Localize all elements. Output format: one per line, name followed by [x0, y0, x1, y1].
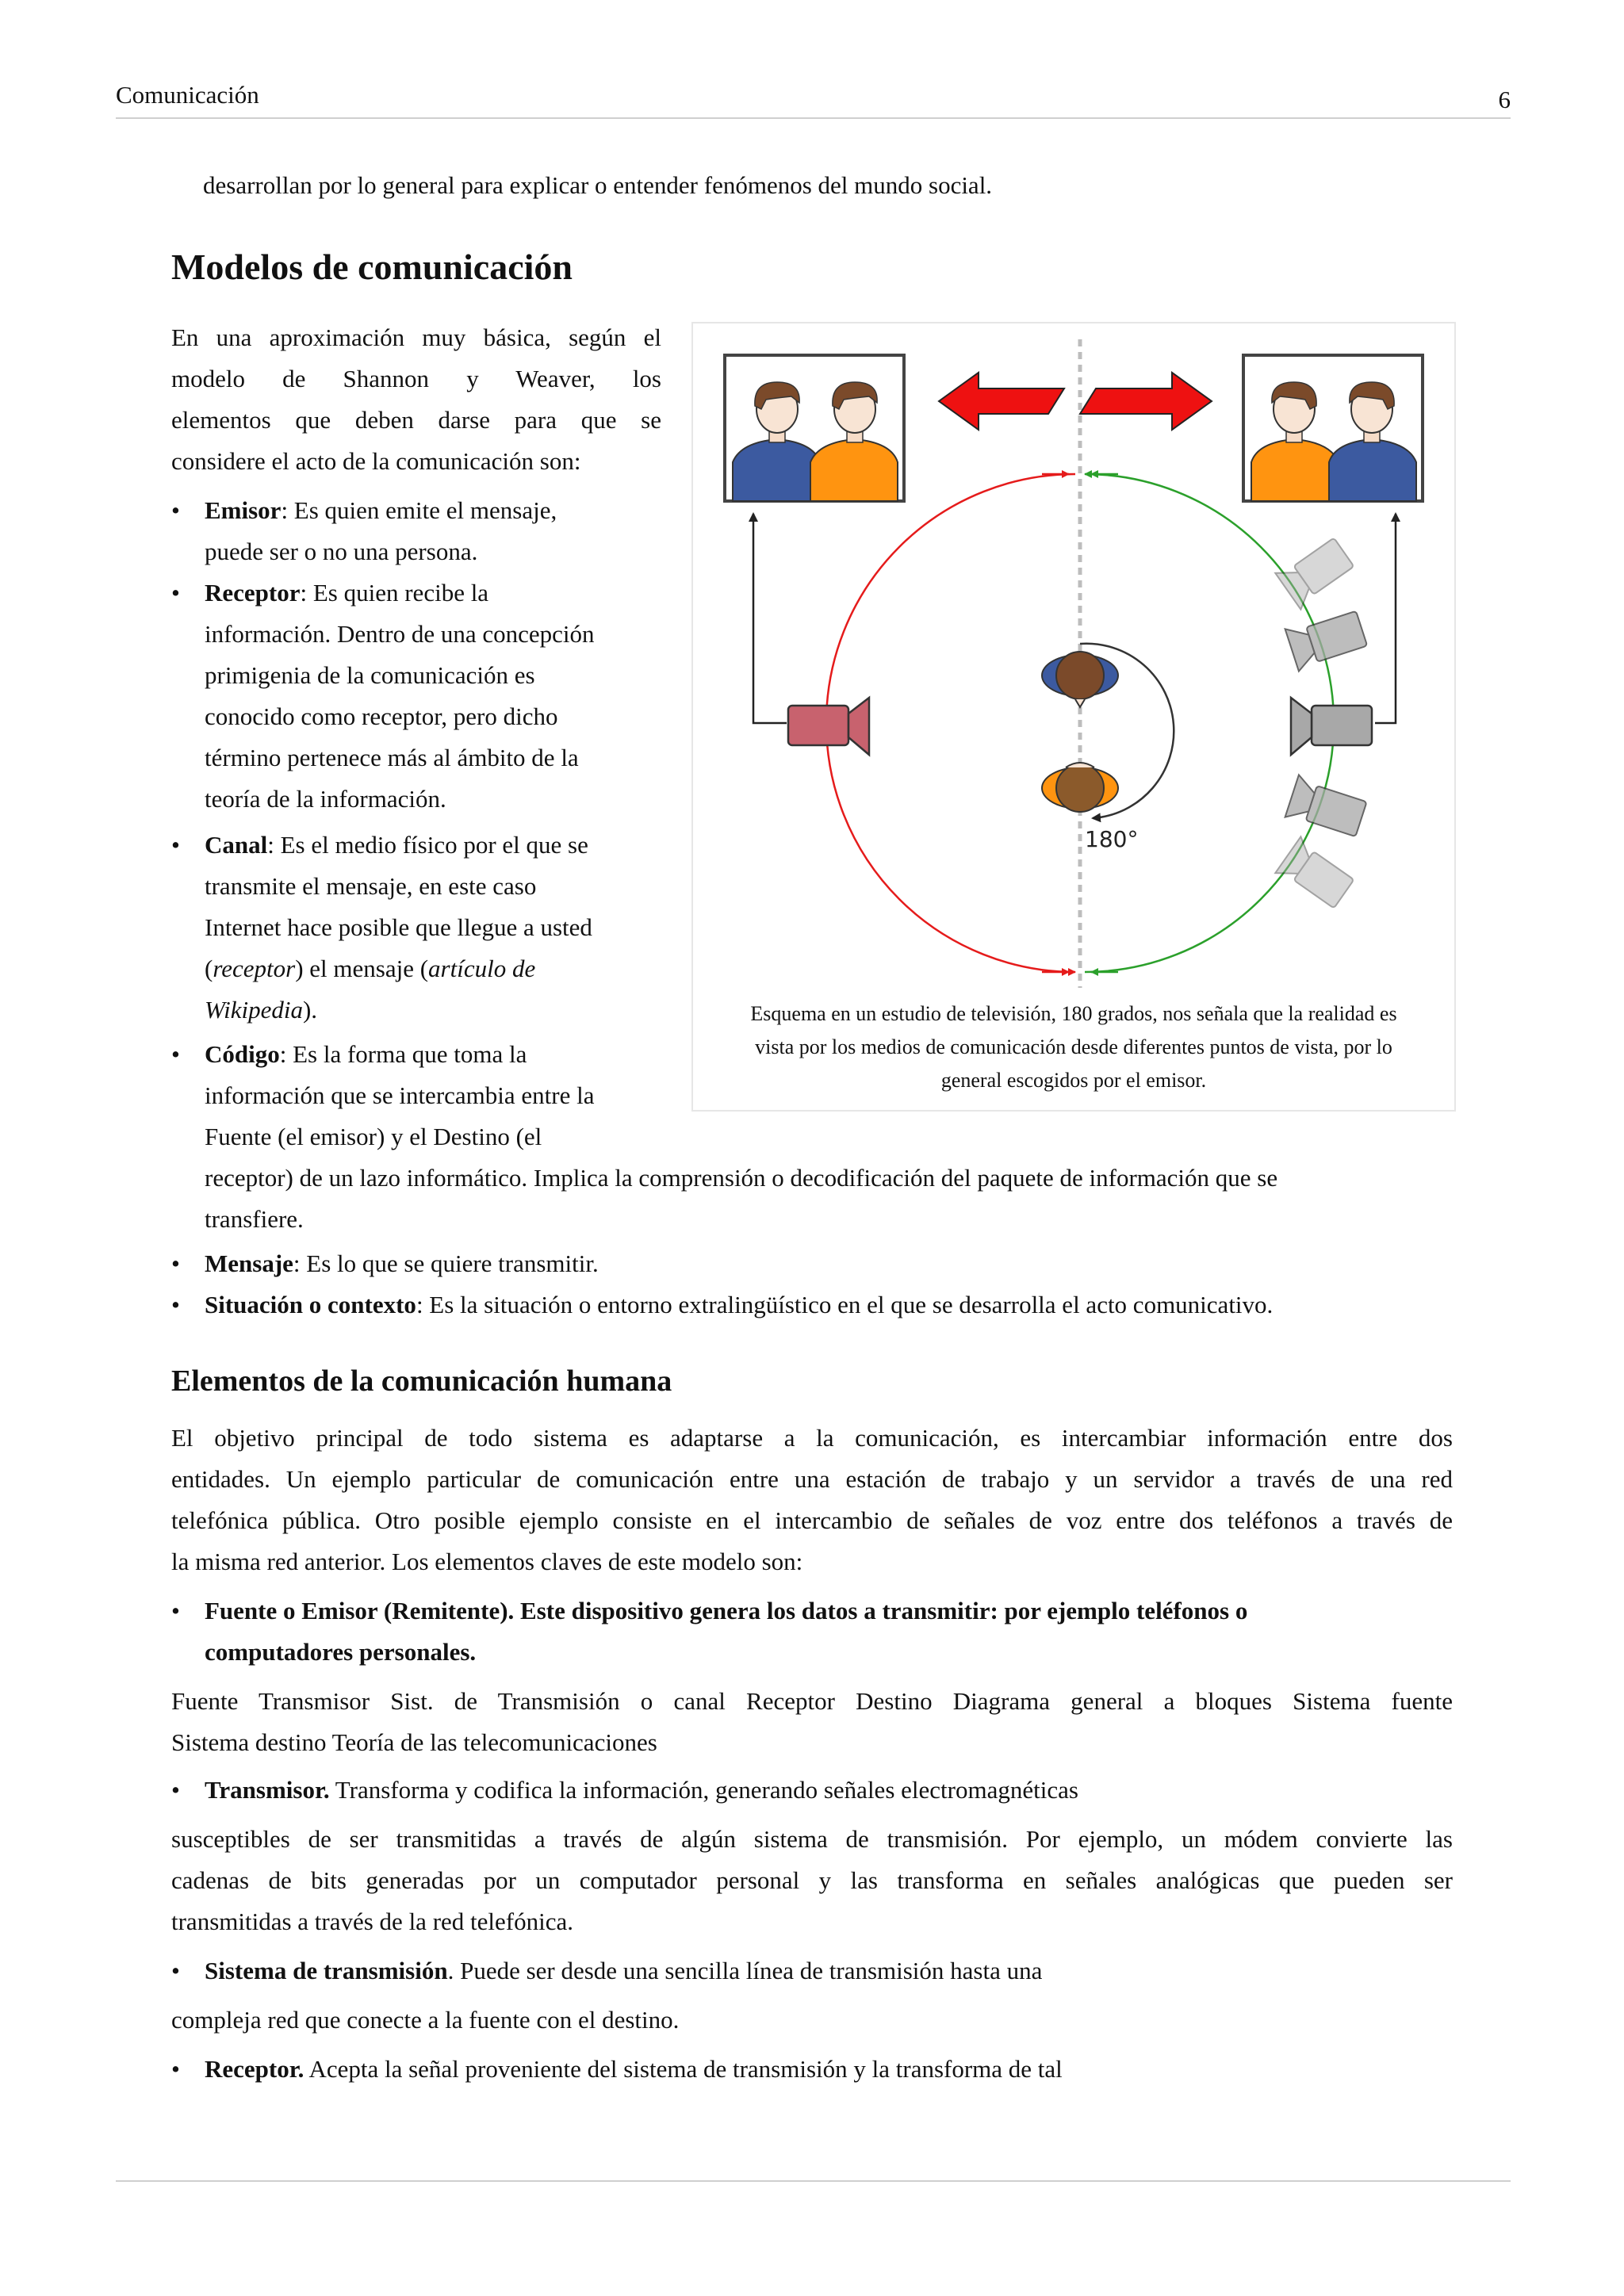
caption-line: general escogidos por el emisor.: [940, 1069, 1207, 1092]
text-line: El objetivo principal de todo sistema es adaptarse a la comunicación, es intercambiar información entre dos: [171, 1424, 1453, 1452]
elementos-para1: [171, 1418, 1453, 1582]
left-monitor: [725, 355, 904, 501]
text-line: susceptibles de ser transmitidas a través de algún sistema de transmisión. Por ejemplo, un módem convierte las: [171, 1825, 1453, 1853]
text: Acepta la señal proveniente del sistema de transmisión y la transforma de tal: [304, 2055, 1063, 2083]
text: : Es quien emite el mensaje,: [281, 496, 557, 524]
term: Situación o contexto: [205, 1291, 416, 1318]
elementos-para3: [171, 1819, 1453, 1942]
bullet-dot: •: [171, 496, 180, 524]
text-line: información que se intercambia entre la: [205, 1081, 595, 1109]
elementos-para2: [171, 1681, 1453, 1763]
presenter-top-view-icon: [1042, 763, 1118, 812]
text-line: transmite el mensaje, en este caso: [205, 872, 537, 900]
running-header: [116, 79, 1511, 119]
text-line: la misma red anterior. Los elementos claves de este modelo son:: [171, 1548, 803, 1575]
text: ) el mensaje (: [295, 955, 429, 982]
intro-tail: desarrollan por lo general para explicar o entender fenómenos del mundo social.: [203, 171, 993, 199]
term: Mensaje: [205, 1249, 293, 1277]
angle-label: 180°: [1085, 826, 1139, 852]
text: ).: [302, 996, 318, 1024]
bullet-dot: •: [171, 2055, 180, 2083]
text-italic: receptor: [213, 955, 296, 982]
term: Código: [205, 1040, 280, 1068]
figure-caption: [725, 997, 1423, 1097]
text: : Es la situación o entorno extralingüístico en el que se desarrolla el acto comunicativo.: [416, 1291, 1274, 1318]
text-line: Fuente o Emisor (Remitente). Este dispositivo genera los datos a transmitir: por ejemplo teléfonos o: [205, 1597, 1248, 1624]
text-line: cadenas de bits generadas por un computador personal y las transforma en señales analógicas que pueden ser: [171, 1866, 1453, 1894]
bullet-dot: •: [171, 579, 180, 607]
text-line: información. Dentro de una concepción: [205, 620, 595, 648]
text: (: [205, 955, 213, 982]
tv-studio-diagram: [693, 323, 1454, 1110]
camera-gray-icon: [1291, 698, 1372, 755]
caption-line: vista por los medios de comunicación desde diferentes puntos de vista, por lo: [755, 1035, 1392, 1058]
text-line: receptor) de un lazo informático. Implica la comprensión o decodificación del paquete de información que se: [205, 1164, 1278, 1192]
text: : Es la forma que toma la: [279, 1040, 527, 1068]
section-title-elementos: Elementos de la comunicación humana: [171, 1364, 672, 1398]
text-line: Sistema destino Teoría de las telecomunicaciones: [171, 1728, 657, 1756]
caption-line: Esquema en un estudio de televisión, 180 grados, nos señala que la realidad es: [750, 1002, 1397, 1025]
term: Canal: [205, 831, 268, 859]
bullet-dot: •: [171, 1597, 180, 1624]
bullet-dot: •: [171, 1291, 180, 1318]
text-line: Fuente Transmisor Sist. de Transmisión o canal Receptor Destino Diagrama general a bloques Sistema fuente: [171, 1687, 1453, 1715]
text-line: término pertenece más al ámbito de la: [205, 744, 579, 771]
text: : Es quien recibe la: [300, 579, 489, 607]
bullet-dot: •: [171, 1957, 180, 1984]
text-italic: artículo de: [428, 955, 536, 982]
text-line: primigenia de la comunicación es: [205, 661, 535, 689]
text-line: entidades. Un ejemplo particular de comunicación entre una estación de trabajo y un servidor a través de una red: [171, 1465, 1453, 1493]
text: . Puede ser desde una sencilla línea de transmisión hasta una: [447, 1957, 1043, 1984]
feed-arrow-right: [1375, 514, 1396, 723]
figure-tv-studio: [691, 322, 1456, 1112]
text-line: telefónica pública. Otro posible ejemplo consiste en el intercambio de señales de voz entre dos teléfonos a través de: [171, 1506, 1453, 1534]
text-line: En una aproximación muy básica, según el: [171, 323, 661, 351]
text-italic: Wikipedia: [205, 996, 303, 1024]
running-title: Comunicación: [116, 81, 259, 109]
term: Receptor.: [205, 2055, 304, 2083]
text-line: elementos que deben darse para que se: [171, 406, 661, 434]
text: Transforma y codifica la información, generando señales electromagnéticas: [329, 1776, 1078, 1804]
ghost-camera-icon: [1275, 534, 1357, 610]
presenter-top-view-icon: [1042, 652, 1118, 707]
double-arrow-icon: [939, 373, 1212, 430]
text-line: modelo de Shannon y Weaver, los: [171, 365, 661, 392]
text-line: Fuente (el emisor) y el Destino (el: [205, 1123, 542, 1150]
right-monitor: [1243, 355, 1423, 501]
bullet-dot: •: [171, 1249, 180, 1277]
text: : Es el medio físico por el que se: [267, 831, 588, 859]
text-line: puede ser o no una persona.: [205, 538, 478, 565]
text-line: computadores personales.: [205, 1638, 477, 1666]
text-line: teoría de la información.: [205, 785, 446, 813]
elementos-para4: compleja red que conecte a la fuente con el destino.: [171, 2006, 680, 2034]
bullet-dot: •: [171, 1776, 180, 1804]
text-line: considere el acto de la comunicación son:: [171, 447, 581, 475]
camera-red-icon: [788, 698, 869, 755]
section-title-modelos: Modelos de comunicación: [171, 247, 573, 287]
text-line: transfiere.: [205, 1205, 304, 1233]
modelos-intro: [171, 317, 661, 482]
term: Transmisor.: [205, 1776, 330, 1804]
text-line: transmitidas a través de la red telefónica.: [171, 1908, 573, 1935]
text-line: Internet hace posible que llegue a usted: [205, 913, 592, 941]
page-number: 6: [1498, 86, 1511, 113]
text: : Es lo que se quiere transmitir.: [293, 1249, 599, 1277]
term: Emisor: [205, 496, 282, 524]
bullet-dot: •: [171, 831, 180, 859]
ghost-camera-icon: [1275, 836, 1357, 912]
feed-arrow-left: [753, 514, 787, 723]
footer-rule: [116, 2180, 1511, 2182]
term: Receptor: [205, 579, 301, 607]
text-line: conocido como receptor, pero dicho: [205, 702, 558, 730]
bullet-dot: •: [171, 1040, 180, 1068]
term: Sistema de transmisión: [205, 1957, 448, 1984]
